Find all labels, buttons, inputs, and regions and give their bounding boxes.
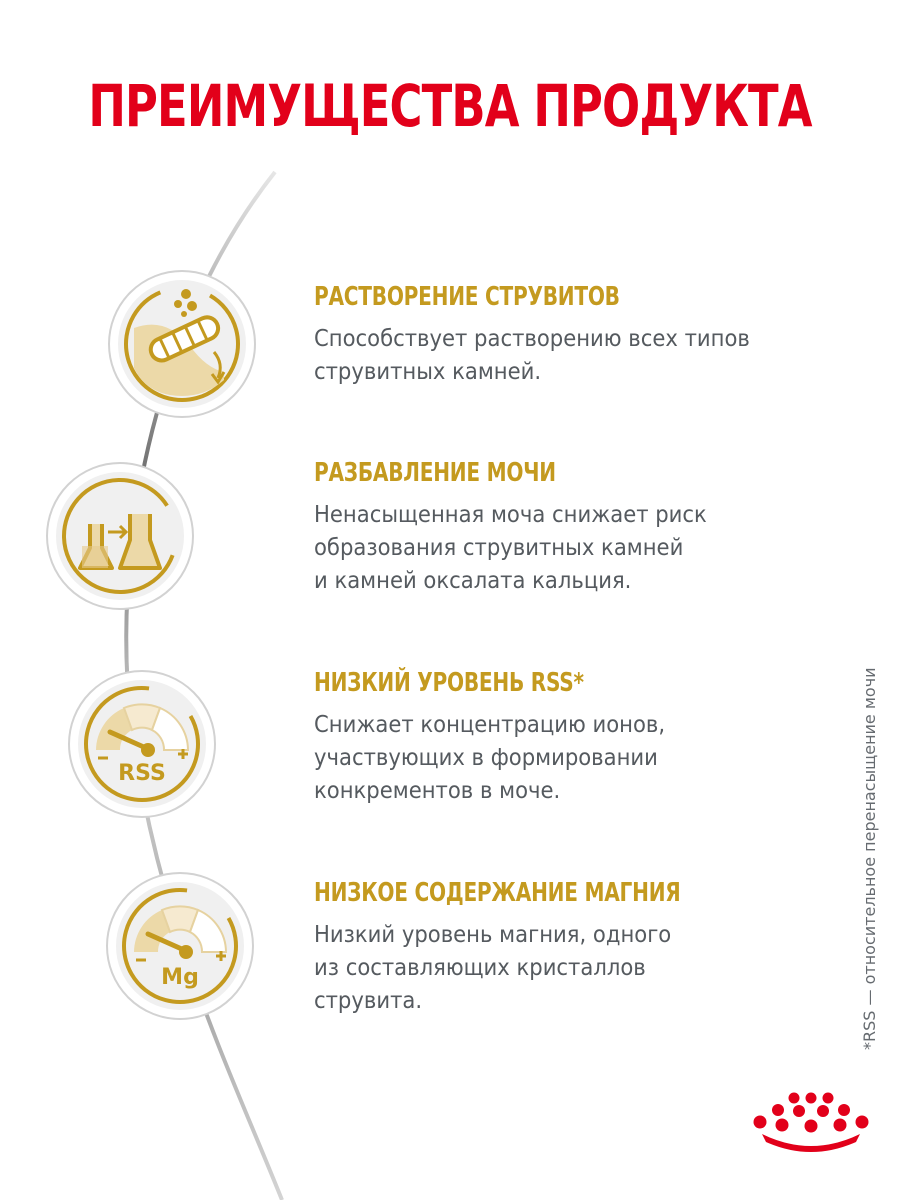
mg-icon-label: Mg <box>161 965 199 990</box>
benefit-title: РАЗБАВЛЕНИЕ МОЧИ <box>314 458 556 488</box>
page-title: ПРЕИМУЩЕСТВА ПРОДУКТА <box>88 72 812 140</box>
magnesium-gauge-icon <box>104 870 256 1022</box>
rss-footnote: *RSS — относительное перенасыщение мочи <box>860 667 879 1050</box>
urine-dilution-icon <box>44 460 196 612</box>
benefit-urine-dilution <box>314 458 834 597</box>
benefit-low-magnesium <box>314 878 834 1017</box>
benefit-title: РАСТВОРЕНИЕ СТРУВИТОВ <box>314 282 620 312</box>
benefit-text: Ненасыщенная моча снижает риск образования струвитных камней и камней оксалата кальция. <box>314 500 707 594</box>
benefit-title: НИЗКИЙ УРОВЕНЬ RSS* <box>314 668 584 698</box>
benefit-title: НИЗКОЕ СОДЕРЖАНИЕ МАГНИЯ <box>314 878 681 908</box>
benefit-text: Низкий уровень магния, одного из составляющих кристаллов струвита. <box>314 920 672 1014</box>
struvite-dissolution-icon <box>106 268 258 420</box>
benefit-text: Способствует растворению всех типов струвитных камней. <box>314 324 750 385</box>
rss-gauge-icon <box>66 668 218 820</box>
benefit-struvite-dissolution <box>314 282 834 388</box>
rss-icon-label: RSS <box>118 761 166 786</box>
benefit-low-rss <box>314 668 834 807</box>
royal-canin-crown-logo <box>752 1092 870 1152</box>
benefit-text: Снижает концентрацию ионов, участвующих в формировании конкрементов в моче. <box>314 710 666 804</box>
